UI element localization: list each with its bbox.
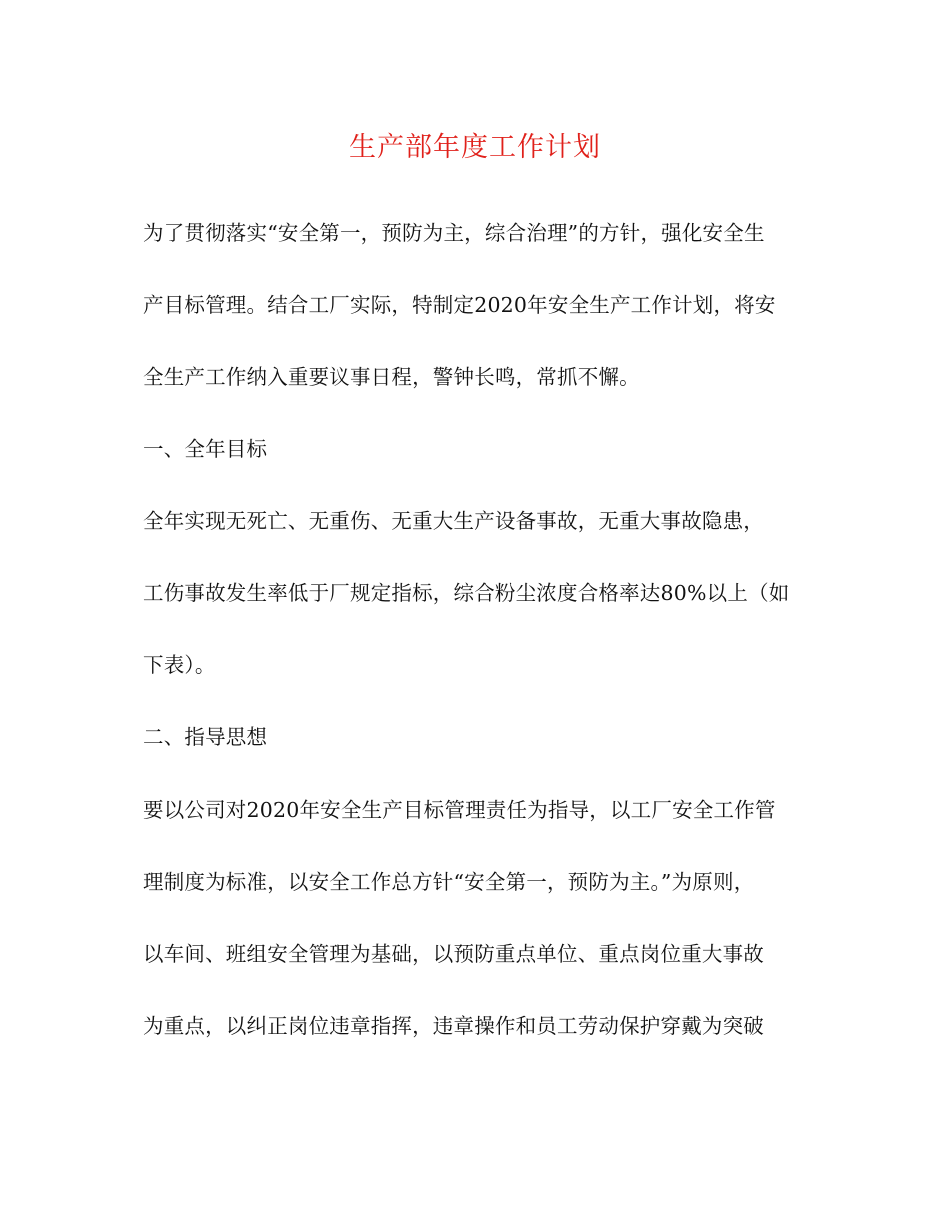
- body-line: 为重点，以纠正岗位违章指挥，违章操作和员工劳动保护穿戴为突破: [143, 1014, 764, 1038]
- body-line: 工伤事故发生率低于厂规定指标，综合粉尘浓度合格率达80%以上（如: [143, 581, 790, 605]
- document-title: 生产部年度工作计划: [349, 132, 601, 163]
- body-line: 以车间、班组安全管理为基础，以预防重点单位、重点岗位重大事故: [143, 942, 764, 966]
- body-line: 全生产工作纳入重要议事日程，警钟长鸣，常抓不懈。: [143, 365, 640, 389]
- section-heading: 二、指导思想: [143, 725, 268, 749]
- body-line: 要以公司对2020年安全生产目标管理责任为指导，以工厂安全工作管: [143, 798, 776, 822]
- body-line: 全年实现无死亡、无重伤、无重大生产设备事故，无重大事故隐患，: [143, 509, 764, 533]
- body-line: 为了贯彻落实“安全第一，预防为主，综合治理”的方针，强化安全生: [143, 221, 765, 245]
- body-line: 下表）。: [143, 653, 216, 677]
- section-heading: 一、全年目标: [143, 437, 268, 461]
- body-line: 理制度为标准，以安全工作总方针“安全第一，预防为主。”为原则，: [143, 870, 755, 894]
- body-line: 产目标管理。结合工厂实际，特制定2020年安全生产工作计划，将安: [143, 293, 776, 317]
